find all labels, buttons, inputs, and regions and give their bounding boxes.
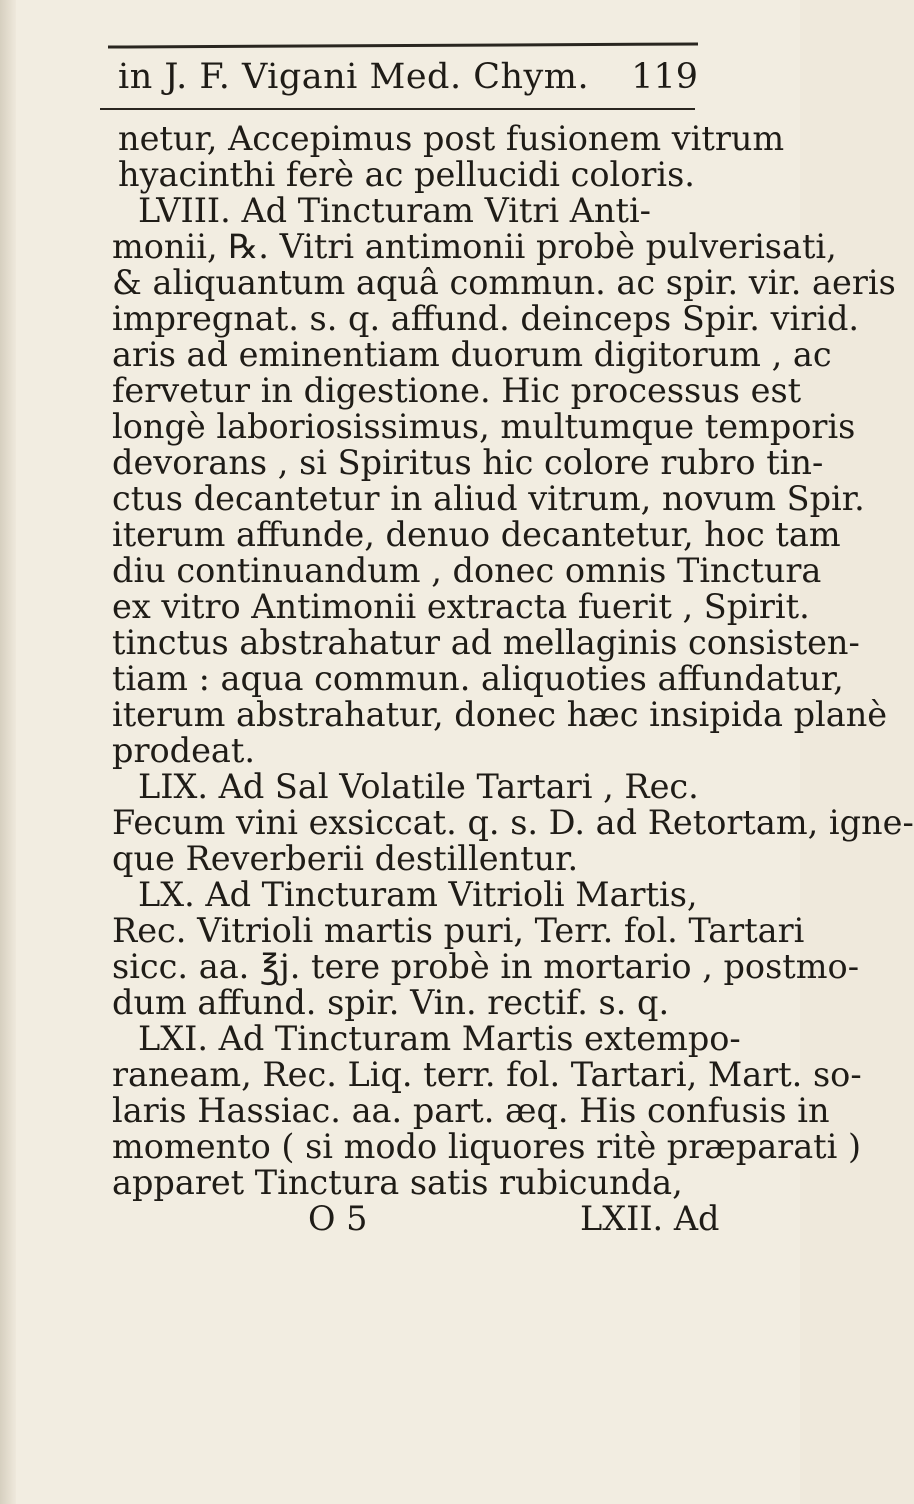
- text-line: devorans , si Spiritus hic colore rubro tin-: [112, 443, 824, 482]
- catchword: LXII. Ad: [580, 1199, 720, 1238]
- text-line: apparet Tinctura satis rubicunda,: [112, 1163, 683, 1202]
- header-rule-bottom: [100, 108, 695, 110]
- text-line: laris Hassiac. aa. part. æq. His confusis in: [112, 1091, 830, 1130]
- text-line: tiam : aqua commun. aliquoties affundatur,: [112, 659, 844, 698]
- text-line: tinctus abstrahatur ad mellaginis consisten-: [112, 623, 860, 662]
- signature-mark: O 5: [308, 1199, 368, 1238]
- text-line: que Reverberii destillentur.: [112, 839, 579, 878]
- text-line: hyacinthi ferè ac pellucidi coloris.: [118, 155, 695, 194]
- text-line: LX. Ad Tincturam Vitrioli Martis,: [138, 875, 698, 914]
- header-rule-top: [108, 42, 698, 48]
- binding-shadow: [0, 0, 16, 1504]
- text-line: prodeat.: [112, 731, 255, 770]
- text-line: longè laboriosissimus, multumque temporis: [112, 407, 856, 446]
- text-line: LXI. Ad Tincturam Martis extempo-: [138, 1019, 741, 1058]
- text-line: sicc. aa. ℥j. tere probè in mortario , postmo-: [112, 947, 860, 986]
- text-line: iterum abstrahatur, donec hæc insipida planè: [112, 695, 888, 734]
- text-line: impregnat. s. q. affund. deinceps Spir. virid.: [112, 299, 860, 338]
- page-header: [118, 54, 698, 100]
- text-line: ctus decantetur in aliud vitrum, novum Spir.: [112, 479, 865, 518]
- text-line: fervetur in digestione. Hic processus est: [112, 371, 802, 410]
- text-line: dum affund. spir. Vin. rectif. s. q.: [112, 983, 670, 1022]
- text-line: LIX. Ad Sal Volatile Tartari , Rec.: [138, 767, 699, 806]
- text-line: aris ad eminentiam duorum digitorum , ac: [112, 335, 832, 374]
- text-line: diu continuandum , donec omnis Tinctura: [112, 551, 822, 590]
- text-line: Fecum vini exsiccat. q. s. D. ad Retortam, igne-: [112, 803, 914, 842]
- text-line: ex vitro Antimonii extracta fuerit , Spirit.: [112, 587, 810, 626]
- text-line: netur, Accepimus post fusionem vitrum: [118, 119, 785, 158]
- running-head: in J. F. Vigani Med. Chym.: [118, 57, 590, 97]
- text-line: raneam, Rec. Liq. terr. fol. Tartari, Mart. so-: [112, 1055, 862, 1094]
- text-line: momento ( si modo liquores ritè præparati ): [112, 1127, 862, 1166]
- text-line: monii, ℞. Vitri antimonii probè pulverisati,: [112, 227, 837, 266]
- text-line: LVIII. Ad Tincturam Vitri Anti-: [138, 191, 652, 230]
- text-line: & aliquantum aquâ commun. ac spir. vir. aeris: [112, 263, 896, 302]
- text-line: Rec. Vitrioli martis puri, Terr. fol. Tartari: [112, 911, 805, 950]
- page-number: 119: [631, 57, 698, 97]
- text-line: iterum affunde, denuo decantetur, hoc tam: [112, 515, 841, 554]
